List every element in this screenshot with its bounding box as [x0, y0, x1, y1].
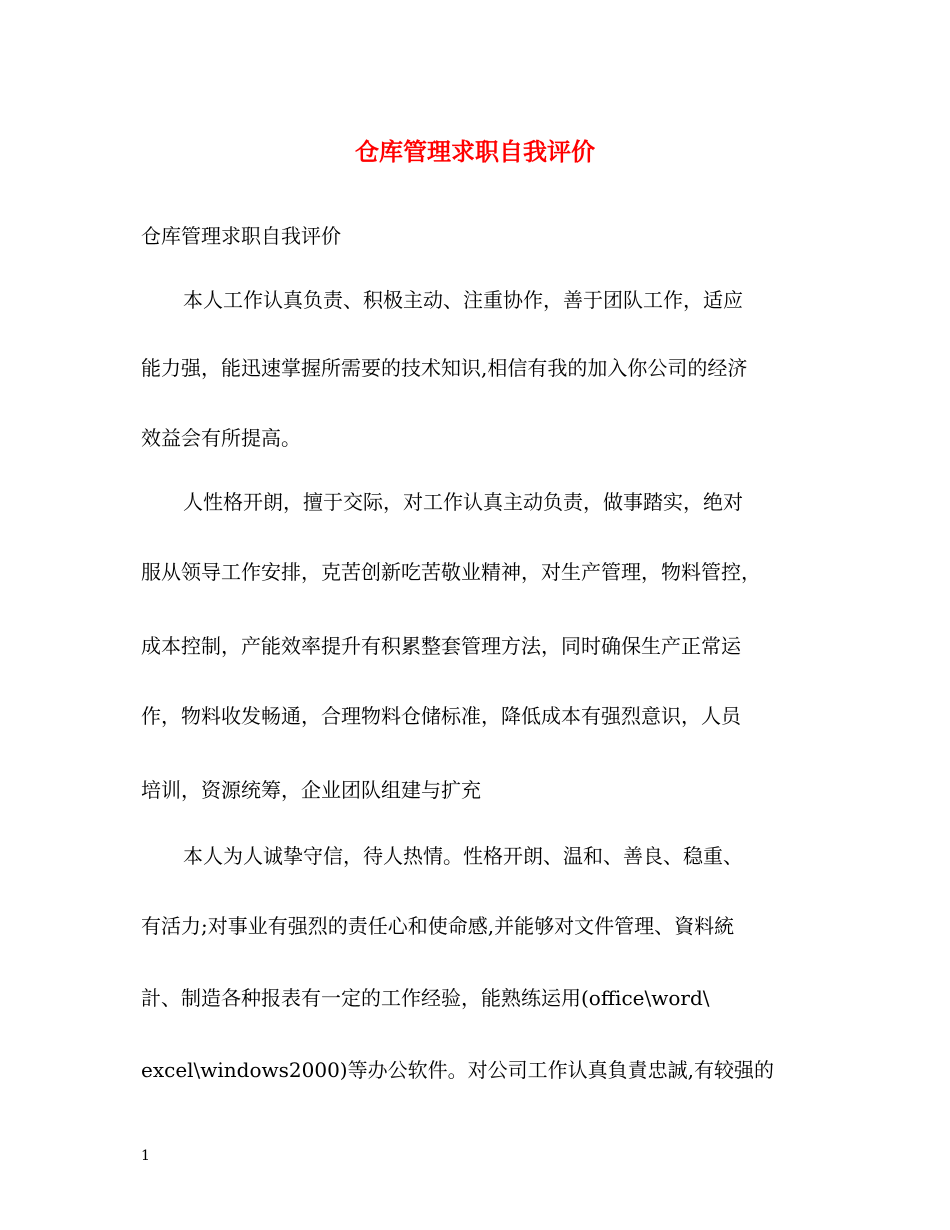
page-number: 1 [141, 1148, 150, 1164]
paragraph-2-line-2: 服从领导工作安排，克苦创新吃苦敬业精神，对生产管理，物料管控， [141, 560, 761, 584]
paragraph-3-line-3: 計、制造各种报表有一定的工作经验，能熟练运用(office\word\ [141, 986, 710, 1010]
paragraph-1-line-3: 效益会有所提高。 [141, 426, 301, 450]
paragraph-3-line-4: excel\windows2000)等办公软件。对公司工作认真負責忠誠,有较强的 [141, 1058, 774, 1082]
paragraph-2-line-5: 培训，资源统筹，企业团队组建与扩充 [141, 778, 481, 802]
paragraph-2-line-3: 成本控制，产能效率提升有积累整套管理方法，同时确保生产正常运 [141, 634, 741, 658]
paragraph-2-line-1: 人性格开朗，擅于交际，对工作认真主动负责，做事踏实，绝对 [183, 490, 743, 514]
paragraph-1-line-1: 本人工作认真负责、积极主动、注重协作，善于团队工作，适应 [183, 288, 743, 312]
paragraph-heading: 仓库管理求职自我评价 [141, 224, 341, 248]
paragraph-1-line-2: 能力强，能迅速掌握所需要的技术知识,相信有我的加入你公司的经济 [141, 356, 748, 380]
paragraph-3-line-1: 本人为人诚挚守信，待人热情。性格开朗、温和、善良、稳重、 [183, 844, 743, 868]
paragraph-3-line-2: 有活力;对事业有强烈的责任心和使命感,并能够对文件管理、資料統 [141, 914, 735, 938]
paragraph-2-line-4: 作，物料收发畅通，合理物料仓储标准，降低成本有强烈意识，人员 [141, 704, 741, 728]
document-title: 仓库管理求职自我评价 [355, 137, 595, 166]
